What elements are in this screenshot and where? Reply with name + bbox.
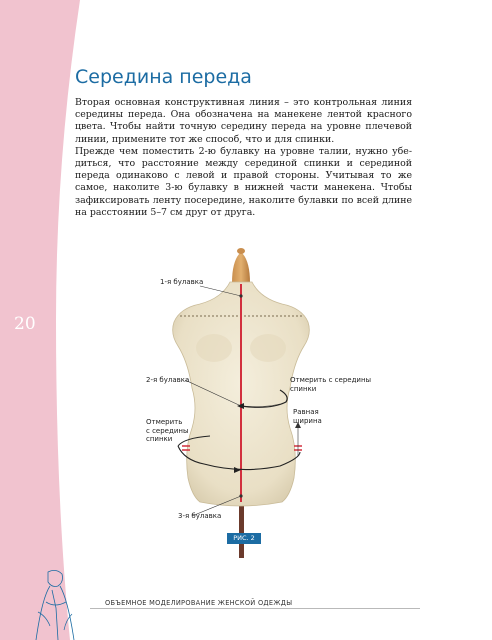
page-number: 20 [14, 314, 36, 334]
label-measure-back-right: Отмерить с середины спинки [290, 376, 372, 393]
label-equal-width: Равная ширина [293, 408, 322, 425]
label-pin-1: 1-я булавка [160, 278, 204, 286]
paragraph-2: Прежде чем поместить 2-ю булавку на уровне талии, нужно убедиться, что расстояние между серединой спинки и серединой переда одинаково с левой и правой стороны. Учитывая то же самое, наколите 3-ю булавку в нижней части манекена. Чтобы зафиксировать ленту посередине, наколите булавки по всей длине на расстоянии 5–7 см друг от друга. [75, 145, 412, 218]
section-title: Середина переда [75, 66, 252, 88]
neck-cap [232, 252, 250, 283]
figure-caption: РИС. 2 [227, 533, 261, 544]
paragraph-1: Вторая основная конструктивная линия – это контрольная линия середины переда. Она обозначена на манекене лентой красного цвета. Чтобы найти точную середину переда на уровне плечевой линии, примените тот же способ, что и для спинки. [75, 97, 412, 145]
dress-form-figure [140, 238, 400, 558]
fashion-sketch-icon [28, 568, 88, 640]
body-text [75, 97, 412, 219]
label-pin-3: 3-я булавка [178, 512, 222, 520]
running-title: ОБЪЕМНОЕ МОДЕЛИРОВАНИЕ ЖЕНСКОЙ ОДЕЖДЫ [105, 599, 293, 607]
label-pin-2: 2-я булавка [146, 376, 190, 384]
label-measure-back-left: Отмерить с середины спинки [146, 418, 189, 443]
footer-divider [90, 608, 420, 609]
